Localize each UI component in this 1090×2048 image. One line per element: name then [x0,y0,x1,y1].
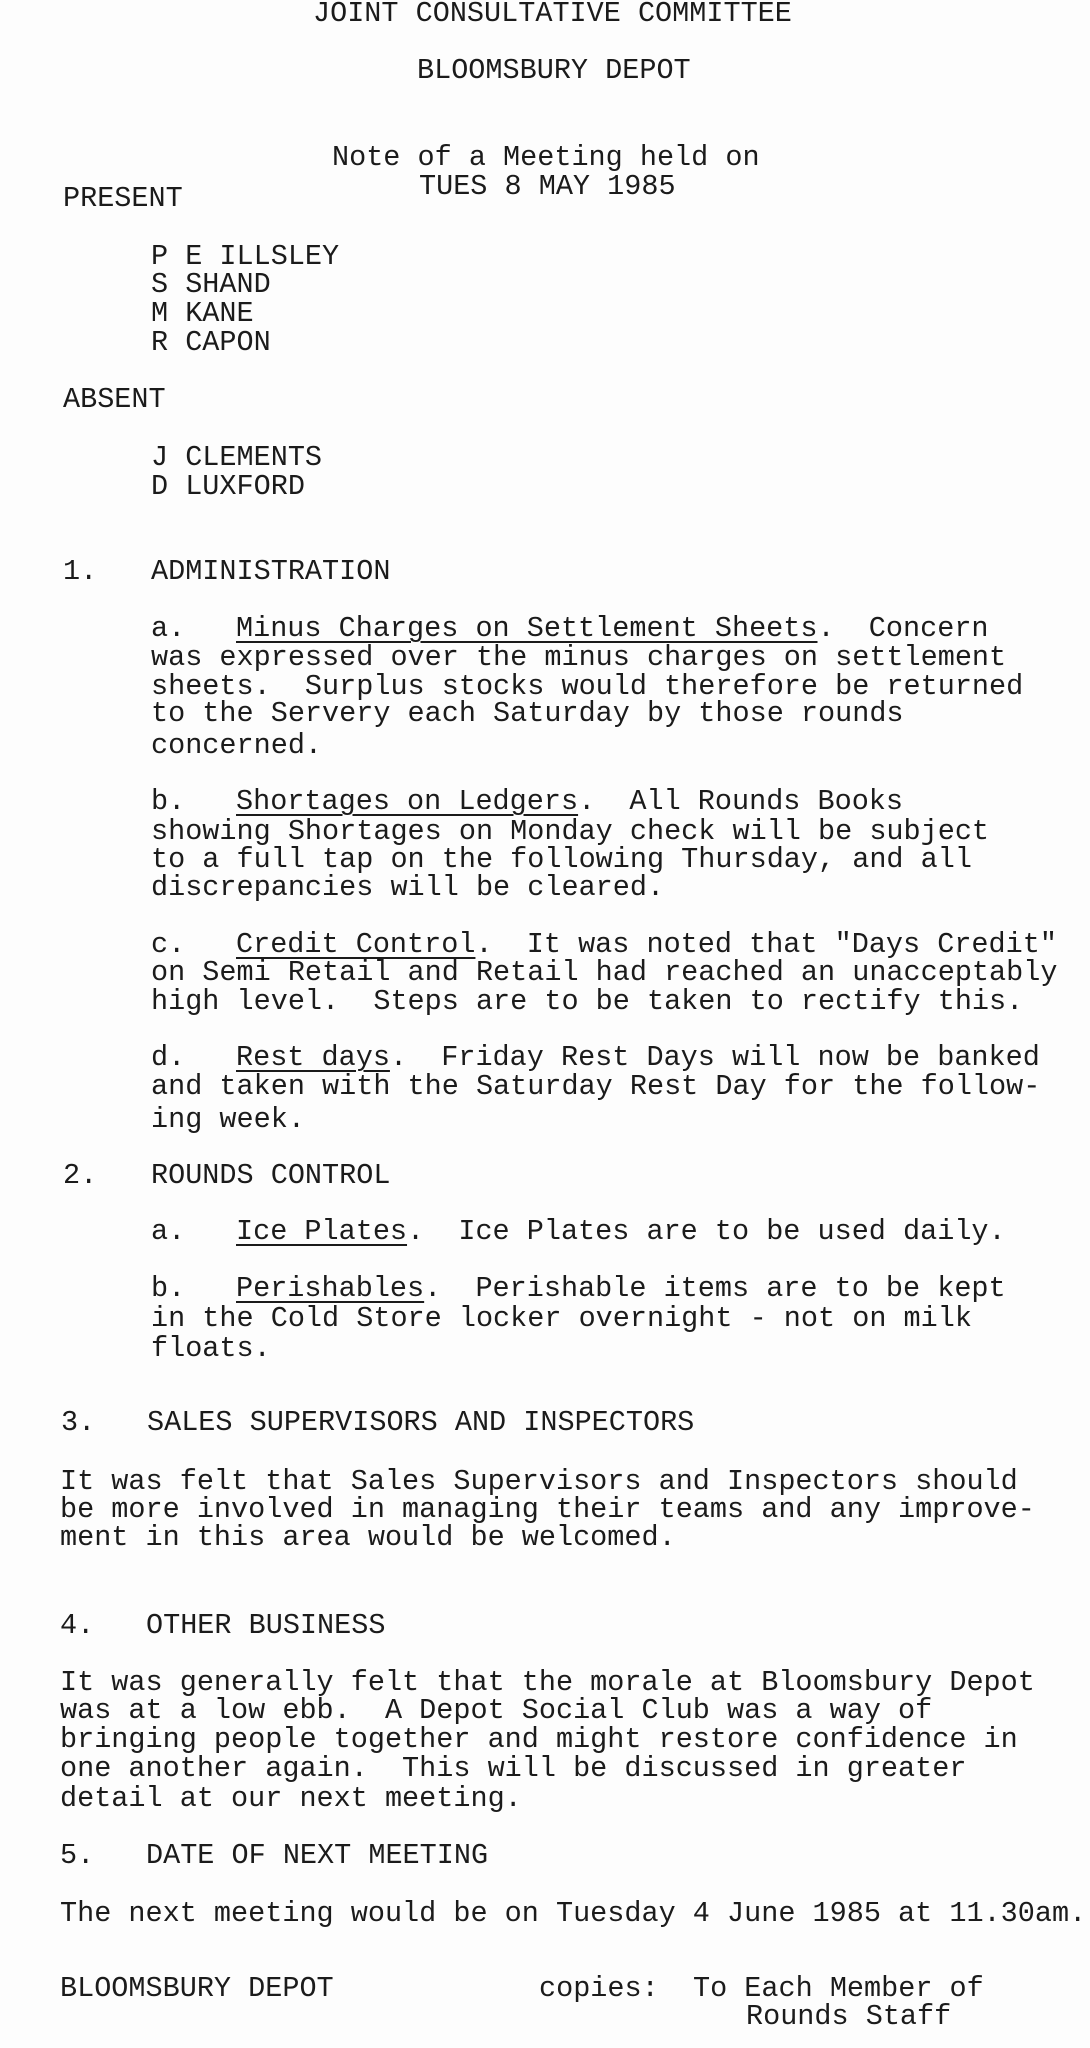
paragraph-line: detail at our next meeting. [60,1782,522,1815]
present-name: R CAPON [151,326,271,359]
item-line: on Semi Retail and Retail had reached an unacceptably [151,956,1058,989]
item-line: to a full tap on the following Thursday, and all [151,843,972,876]
item-text: . It was noted that "Days Credit" [475,928,1057,961]
footer-origin: BLOOMSBURY DEPOT [60,1972,334,2005]
section-heading: OTHER BUSINESS [146,1609,386,1642]
item-title-line [236,1041,1040,1074]
item-text: . Friday Rest Days will now be banked [389,1041,1040,1074]
item-line: in the Cold Store locker overnight - not on milk [151,1302,972,1335]
present-name: M KANE [151,297,254,330]
item-title: Shortages on Ledgers [236,785,579,818]
item-line: was expressed over the minus charges on settlement [151,641,1007,674]
item-line: to the Servery each Saturday by those rounds [151,697,904,730]
doc-depot: BLOOMSBURY DEPOT [417,54,691,87]
present-name: P E ILLSLEY [151,240,340,273]
section-number: 2. [63,1159,98,1192]
copies-recipient: Rounds Staff [746,2000,952,2033]
item-letter: c. [151,928,186,961]
section-heading: DATE OF NEXT MEETING [146,1839,489,1872]
absent-label: ABSENT [63,383,166,416]
present-label: PRESENT [63,182,183,215]
paragraph-line: bringing people together and might restore confidence in [60,1723,1018,1756]
section-number: 4. [60,1609,95,1642]
item-title-line [236,928,1057,961]
item-title: Credit Control [236,928,476,961]
item-text: . Perishable items are to be kept [424,1272,1006,1305]
item-title: Ice Plates [236,1215,408,1248]
section-heading: SALES SUPERVISORS AND INSPECTORS [147,1406,695,1439]
section-heading: ROUNDS CONTROL [151,1159,391,1192]
item-text: . Concern [817,612,989,645]
section-number: 1. [63,555,98,588]
item-line: ing week. [151,1103,305,1136]
item-title-line [236,1215,1006,1248]
item-line: showing Shortages on Monday check will be subject [151,815,990,848]
meeting-date: TUES 8 MAY 1985 [419,170,676,203]
item-title: Minus Charges on Settlement Sheets [236,612,818,645]
paragraph-line: It was generally felt that the morale at Bloomsbury Depot [60,1666,1035,1699]
meeting-note: Note of a Meeting held on [332,141,760,174]
item-letter: b. [151,785,186,818]
item-text: . Ice Plates are to be used daily. [407,1215,1006,1248]
paragraph-line: one another again. This will be discussed in greater [60,1752,967,1785]
paragraph-line: ment in this area would be welcomed. [60,1521,676,1554]
item-title-line [236,1272,1006,1305]
item-title-line [236,612,989,645]
absent-name: D LUXFORD [151,470,305,503]
item-line: high level. Steps are to be taken to rectify this. [151,985,1024,1018]
present-name: S SHAND [151,268,271,301]
doc-title: JOINT CONSULTATIVE COMMITTEE [313,0,792,30]
item-title-line [236,785,904,818]
absent-name: J CLEMENTS [151,441,323,474]
paragraph-line: be more involved in managing their teams and any improve- [60,1493,1035,1526]
copies-recipient: To Each Member of [693,1972,984,2005]
section-number: 5. [60,1839,95,1872]
item-title: Rest days [236,1041,390,1074]
paragraph-line: was at a low ebb. A Depot Social Club was a way of [60,1694,933,1727]
item-letter: a. [151,1215,186,1248]
copies-label: copies: [539,1972,659,2005]
item-letter: d. [151,1041,186,1074]
item-line: floats. [151,1332,271,1365]
item-line: sheets. Surplus stocks would therefore be returned [151,670,1024,703]
section-number: 3. [61,1406,96,1439]
item-letter: a. [151,612,186,645]
item-text: . All Rounds Books [578,785,904,818]
paragraph-line: The next meeting would be on Tuesday 4 June 1985 at 11.30am. [60,1897,1087,1930]
item-title: Perishables [236,1272,425,1305]
item-line: and taken with the Saturday Rest Day for the follow- [151,1070,1041,1103]
section-heading: ADMINISTRATION [151,555,391,588]
item-line: discrepancies will be cleared. [151,871,665,904]
item-letter: b. [151,1272,186,1305]
paragraph-line: It was felt that Sales Supervisors and Inspectors should [60,1465,1018,1498]
item-line: concerned. [151,729,323,762]
